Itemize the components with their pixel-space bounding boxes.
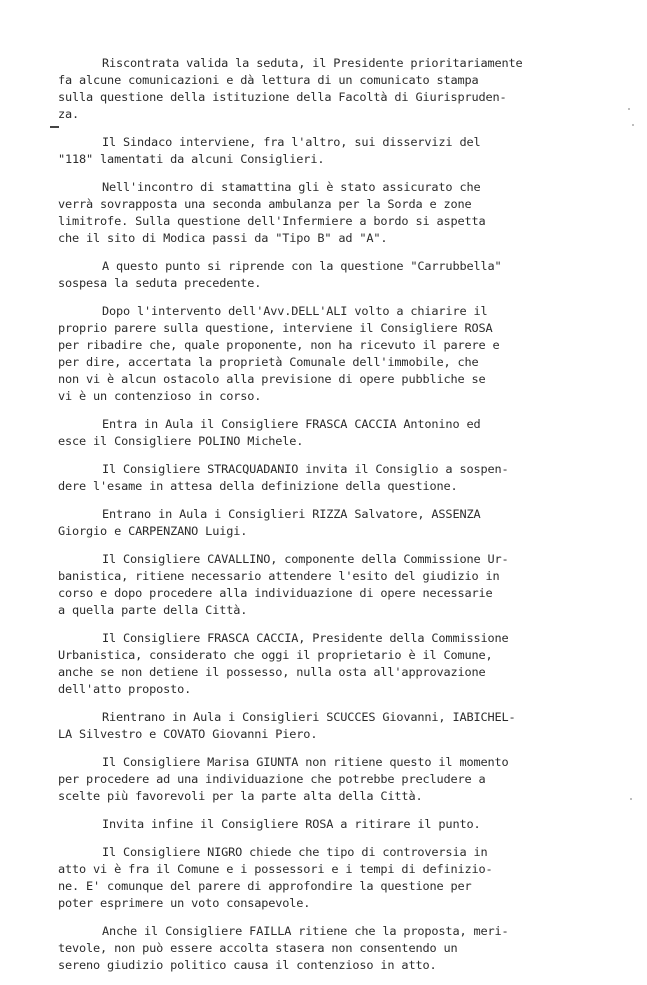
paragraph <box>58 258 588 292</box>
paragraph <box>58 134 588 168</box>
text-line: tevole, non può essere accolta stasera non consentendo un <box>58 941 458 955</box>
paragraph <box>58 506 588 540</box>
text-line: Entra in Aula il Consigliere FRASCA CACCIA Antonino ed <box>102 417 481 431</box>
text-line: esce il Consigliere POLINO Michele. <box>58 434 304 448</box>
paragraph <box>58 844 588 912</box>
text-line: sulla questione della istituzione della Facoltà di Giurispruden- <box>58 90 507 104</box>
text-line: per procedere ad una individuazione che potrebbe precludere a <box>58 772 486 786</box>
text-line: limitrofe. Sulla questione dell'Infermiere a bordo si aspetta <box>58 214 486 228</box>
text-line: non vi è alcun ostacolo alla previsione di opere pubbliche se <box>58 372 486 386</box>
paragraph <box>58 630 588 698</box>
text-line: che il sito di Modica passi da "Tipo B" ad "A". <box>58 231 388 245</box>
text-line: Dopo l'intervento dell'Avv.DELL'ALI volto a chiarire il <box>102 304 488 318</box>
text-line: sospesa la seduta precedente. <box>58 276 262 290</box>
scan-speck <box>630 798 632 800</box>
text-line: a quella parte della Città. <box>58 603 248 617</box>
text-line: Entrano in Aula i Consiglieri RIZZA Salvatore, ASSENZA <box>102 507 481 521</box>
text-line: poter esprimere un voto consapevole. <box>58 896 311 910</box>
text-line: corso e dopo procedere alla individuazione di opere necessarie <box>58 586 493 600</box>
paragraph <box>58 816 588 833</box>
text-line: dell'atto proposto. <box>58 682 192 696</box>
text-line: proprio parere sulla questione, interviene il Consigliere ROSA <box>58 321 493 335</box>
scan-speck <box>632 124 634 126</box>
text-line: Rientrano in Aula i Consiglieri SCUCCES Giovanni, IABICHEL- <box>102 710 516 724</box>
text-line: Il Consigliere NIGRO chiede che tipo di controversia in <box>102 845 488 859</box>
text-line: Il Consigliere STRACQUADANIO invita il Consiglio a sospen- <box>102 462 509 476</box>
text-line: Il Sindaco interviene, fra l'altro, sui disservizi del <box>102 135 481 149</box>
text-line: dere l'esame in attesa della definizione della questione. <box>58 479 458 493</box>
text-line: Il Consigliere Marisa GIUNTA non ritiene questo il momento <box>102 755 509 769</box>
text-line: Il Consigliere CAVALLINO, componente della Commissione Ur- <box>102 552 509 566</box>
text-line: fa alcune comunicazioni e dà lettura di un comunicato stampa <box>58 73 479 87</box>
text-line: Urbanistica, considerato che oggi il proprietario è il Comune, <box>58 648 493 662</box>
text-line: atto vi è fra il Comune e i possessori e i tempi di definizio- <box>58 862 493 876</box>
document-body <box>58 55 588 985</box>
text-line: sereno giudizio politico causa il contenzioso in atto. <box>58 958 437 972</box>
text-line: banistica, ritiene necessario attendere l'esito del giudizio in <box>58 569 500 583</box>
text-line: LA Silvestro e COVATO Giovanni Piero. <box>58 727 318 741</box>
text-line: vi è un contenzioso in corso. <box>58 389 262 403</box>
paragraph <box>58 179 588 247</box>
paragraph <box>58 754 588 805</box>
paragraph <box>58 55 588 123</box>
paragraph <box>58 923 588 974</box>
text-line: za. <box>58 107 80 121</box>
text-line: Il Consigliere FRASCA CACCIA, Presidente della Commissione <box>102 631 509 645</box>
text-line: per ribadire che, quale proponente, non ha ricevuto il parere e <box>58 338 500 352</box>
paragraph <box>58 303 588 405</box>
text-line: Invita infine il Consigliere ROSA a ritirare il punto. <box>102 817 481 831</box>
scan-speck <box>628 108 630 110</box>
text-line: scelte più favorevoli per la parte alta della Città. <box>58 789 423 803</box>
paragraph <box>58 551 588 619</box>
text-line: Anche il Consigliere FAILLA ritiene che la proposta, meri- <box>102 924 509 938</box>
text-line: A questo punto si riprende con la questione "Carrubbella" <box>102 259 502 273</box>
paragraph <box>58 709 588 743</box>
text-line: per dire, accertata la proprietà Comunale dell'immobile, che <box>58 355 479 369</box>
paragraph <box>58 461 588 495</box>
text-line: ne. E' comunque del parere di approfondire la questione per <box>58 879 472 893</box>
text-line: verrà sovrapposta una seconda ambulanza per la Sorda e zone <box>58 197 472 211</box>
paragraph <box>58 416 588 450</box>
text-line: anche se non detiene il possesso, nulla osta all'approvazione <box>58 665 486 679</box>
text-line: "118" lamentati da alcuni Consiglieri. <box>58 152 325 166</box>
text-line: Nell'incontro di stamattina gli è stato assicurato che <box>102 180 481 194</box>
text-line: Giorgio e CARPENZANO Luigi. <box>58 524 248 538</box>
text-line: Riscontrata valida la seduta, il Presidente prioritariamente <box>102 56 523 70</box>
